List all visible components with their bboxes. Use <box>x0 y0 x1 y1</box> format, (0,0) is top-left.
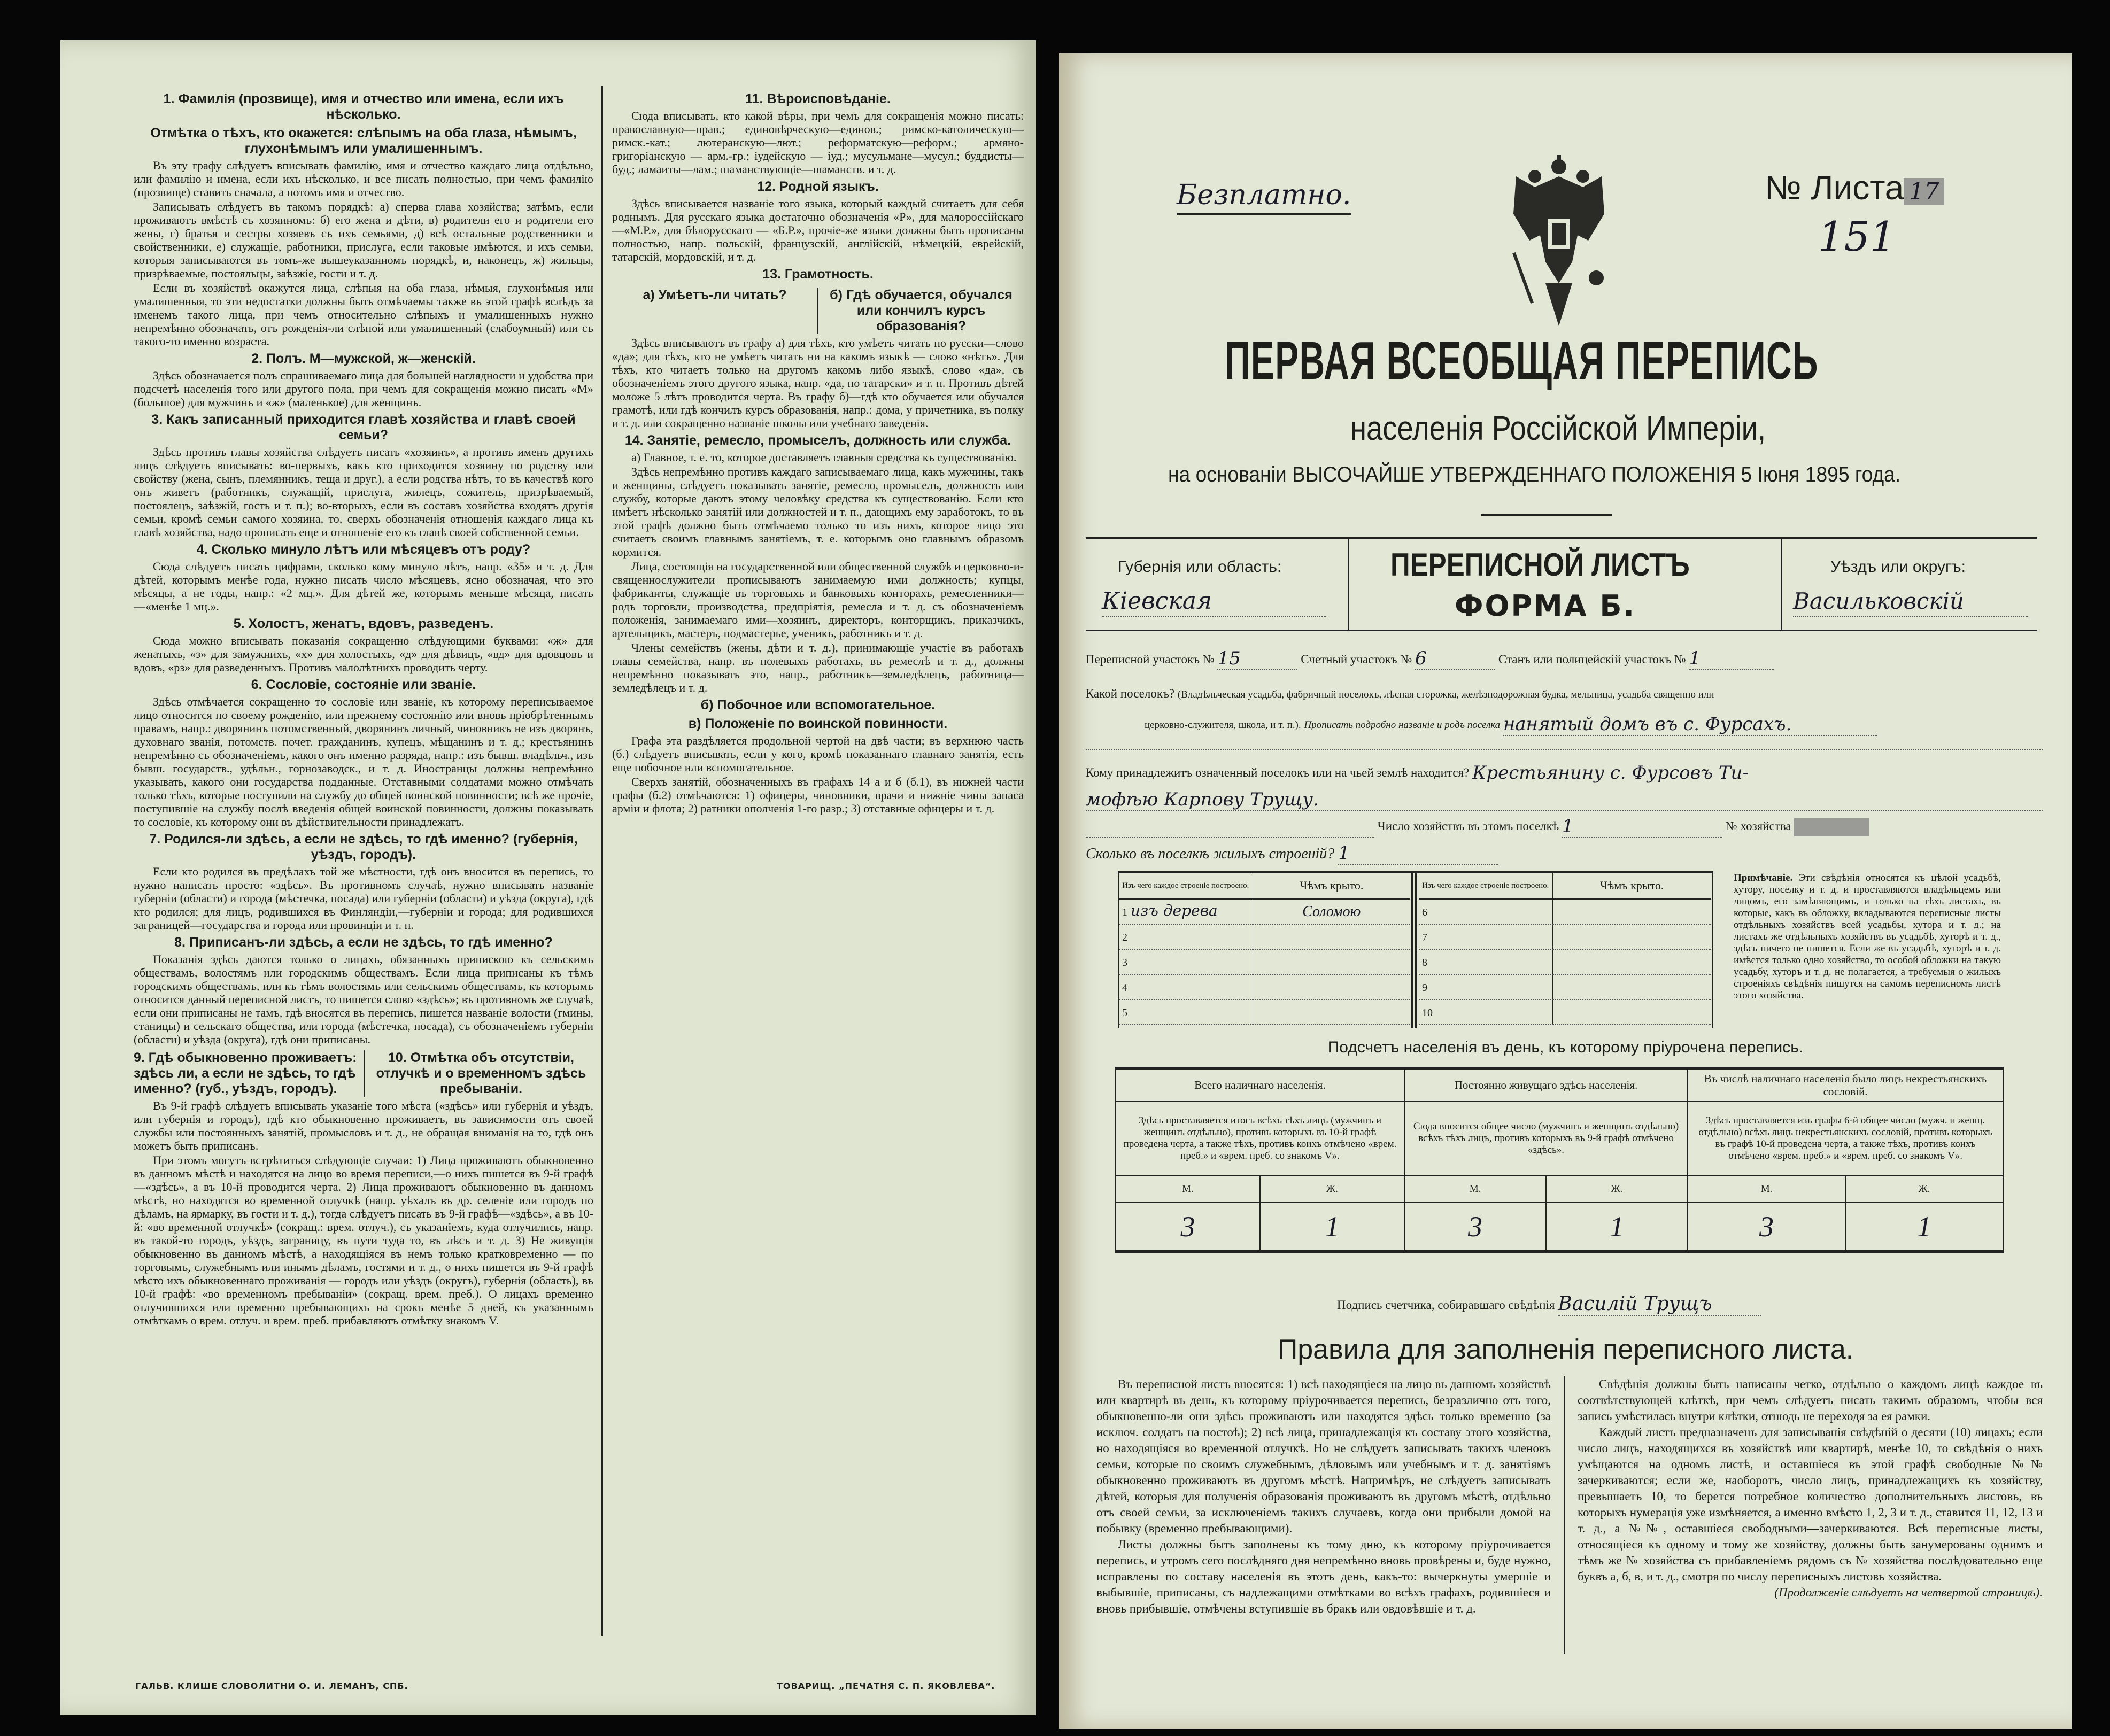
sheet-number <box>1765 168 1944 211</box>
female-label: Ж. <box>1845 1176 2003 1203</box>
material-cell[interactable] <box>1119 999 1253 1025</box>
buildings-subtable <box>1119 873 1410 1025</box>
header-roof: Чѣмъ крыто. <box>1253 873 1410 899</box>
section-paragraph: Здѣсь противъ главы хозяйства слѣдуетъ писать «хозяинъ», а противъ именъ другихъ лицъ слѣдуетъ вписывать: во-первыхъ, какъ кто приходится хозяину по родству или свойству (жена, сынъ, племянникъ, теща и друг.), а если родства нѣтъ, то въ качествѣ кого онъ живетъ (работникъ, служащій, прислуга, жилецъ, сожитель, призрѣваемый, постоялецъ, заѣзжій, гость и т. п.); во-вторыхъ, если въ составъ хозяйства входятъ другія семьи, кромѣ семьи самого хозяина, то, сверхъ обозначенія отношенія каждаго лица къ главѣ хозяйства, надо прописать еще и отношеніе его къ главѣ своей собственной семьи. <box>134 445 593 539</box>
basis-line: на основаніи ВЫСОЧАЙШЕ УТВЕРЖДЕННАГО ПОЛОЖЕНІЯ 5 Іюня 1895 года. <box>1168 463 1901 486</box>
count-district-value[interactable]: 6 <box>1415 648 1495 670</box>
gubernia-value[interactable]: Кіевская <box>1102 587 1326 617</box>
households-row <box>1086 816 2043 838</box>
rules-heading: Правила для заполненія переписного листа. <box>1277 1334 1854 1365</box>
literacy-subheadings <box>612 284 1024 336</box>
settlement-hint-2: церковно-служителя, школа, и т. п.). <box>1145 719 1301 731</box>
section-paragraph: Сюда вписывать, кто какой вѣры, при чемъ для сокращенія можно писать: православную—прав.; единовѣрческую—единов.; римско-католическую—римск.-кат.; лютеранскую—лют.; реформатскую—реформ.; армяно-григоріанскую — арм.-гр.; іудейскую — іуд.; мусульмане—мусул.; буддисты—буд.; ламаиты—лам.; шаманствующіе—шаманств. и т. д. <box>612 109 1024 176</box>
blank-line <box>1086 748 2043 750</box>
form-subtitle: ФОРМА Б. <box>1455 589 1636 623</box>
section-heading: 11. Вѣроисповѣданіе. <box>745 91 891 106</box>
header-material: Изъ чего каждое строеніе построено. <box>1419 873 1552 899</box>
divider <box>1481 514 1612 516</box>
female-count[interactable]: 1 <box>1546 1203 1688 1252</box>
female-count[interactable]: 1 <box>1260 1203 1404 1252</box>
section-paragraph: Въ 9-й графѣ слѣдуетъ вписывать указаніе того мѣста («здѣсь» или губернія и уѣздъ, или губернія и городъ), гдѣ кто обыкновенно проживаетъ, въ зависимости отъ своей службы или постоянныхъ занятій, промысловъ и т. д., не обращая вниманія на то, гдѣ онъ можетъ быть приписанъ. <box>134 1099 593 1152</box>
settlement-value[interactable]: нанятый домъ въ с. Фурсахъ. <box>1503 714 1877 736</box>
population-column-header: Постоянно живущаго здѣсь населенія. <box>1404 1068 1688 1102</box>
section-heading: 9. Гдѣ обыкновенно проживаетъ: здѣсь ли, а если не здѣсь, то гдѣ именно? (губ., уѣздъ, городъ). <box>134 1050 357 1096</box>
material-cell[interactable] <box>1119 949 1253 974</box>
section-paragraph: Если кто родился въ предѣлахъ той же мѣстности, гдѣ онъ вносится въ перепись, то нужно написать просто: «здѣсь». Въ противномъ случаѣ, нужно вписывать названіе губерніи (области) и города (мѣстечка, посада) или губерніи (области) и уѣзда (округа), гдѣ кто родился; для лицъ, родившихся въ Финляндіи,—губерніи и города; для родившихся заграницей—государства и города или провинціи и т. п. <box>134 865 593 932</box>
table-row <box>1419 949 1711 974</box>
count-district-label: Счетный участокъ № <box>1301 653 1412 666</box>
material-cell[interactable] <box>1419 899 1552 925</box>
material-cell[interactable] <box>1419 974 1552 999</box>
rules-left-column <box>1096 1376 1551 1617</box>
left-page-instructions <box>60 40 1036 1715</box>
material-cell[interactable] <box>1119 899 1253 925</box>
row-number: 4 <box>1122 982 1127 994</box>
buildings-row <box>1086 842 1498 865</box>
settlement-row <box>1086 683 2043 706</box>
section-heading: 13. Грамотность. <box>762 267 874 282</box>
page-title: ПЕРВАЯ ВСЕОБЩАЯ ПЕРЕПИСЬ <box>1225 331 1819 391</box>
male-label: М. <box>1116 1176 1260 1203</box>
district-fields-row <box>1086 648 1774 670</box>
roof-cell[interactable] <box>1552 899 1711 925</box>
settlement-row-2 <box>1145 714 2043 736</box>
stan-value[interactable]: 1 <box>1689 648 1774 670</box>
row-number: 3 <box>1122 957 1127 968</box>
male-count[interactable]: 3 <box>1688 1203 1845 1252</box>
table-row <box>1119 899 1410 925</box>
column-divider <box>601 86 603 1636</box>
row-number: 8 <box>1422 957 1427 968</box>
buildings-table <box>1118 871 1713 1028</box>
roof-cell[interactable] <box>1253 924 1410 949</box>
population-column-description: Здѣсь проставляется изъ графы 6-й общее число (мужч. и женщ. отдѣльно) всѣхъ лицъ некрестьянскихъ сословій, противъ которыхъ въ графѣ 10-й проведена черта, а также тѣхъ, противъ коихъ отмѣчено «врем. преб.» и «врем. преб. со знакомъ V». <box>1688 1101 2003 1176</box>
population-column-description: Здѣсь проставляется итогъ всѣхъ тѣхъ лицъ (мужчинъ и женщинъ отдѣльно), противъ которыхъ въ 10-й графѣ проведена черта, а также тѣхъ, противъ коихъ отмѣчено «врем. преб.» и «врем. преб. со знакомъ V». <box>1116 1101 1404 1176</box>
roof-cell[interactable] <box>1552 999 1711 1025</box>
note-text: Эти свѣдѣнія относятся къ цѣлой усадьбѣ, хутору, поселку и т. д. и проставляются владѣльцемъ или лицомъ, его замѣняющимъ, и только на тѣхъ листахъ, въ которые, какъ въ обложку, вкладываются переписные листы отдѣльныхъ хозяйствъ всей усадьбы, хутора и т. д.; на листахъ же отдѣльныхъ хозяйствъ въ усадьбѣ, хуторѣ и т. д., здѣсь ничего не пишется. Если же въ усадьбѣ, хуторѣ и т. д. имѣется только одно хозяйство, то особой обложки на такую усадьбу, хуторъ и т. д. не полагается, а требуемыя о жилыхъ строеніяхъ свѣдѣнія пишутся на самомъ переписномъ листѣ этого хозяйства. <box>1734 872 2001 1001</box>
section-heading: Отмѣтка о тѣхъ, кто окажется: слѣпымъ на оба глаза, нѣмымъ, глухонѣмымъ или умалишеннымъ. <box>150 126 577 156</box>
section-paragraph: Показанія здѣсь даются только о лицахъ, обязанныхъ припискою къ сельскимъ обществамъ, волостямъ или городскимъ обществамъ. Если лица приписаны къ тѣмъ городскимъ обществамъ, или къ тѣмъ волостямъ или сельскимъ обществамъ, къ которымъ относится данный переписной листъ, то пишется слово «здѣсь»; въ противномъ же случаѣ, если они приписаны не тамъ, гдѣ вносятся въ перепись, пишется названіе волости (гмины, станицы) и сельскаго общества, или города (мѣстечка, посада), съ обозначеніемъ губерніи (области) и уѣзда (округа), гдѣ они приписаны. <box>134 952 593 1046</box>
section-heading: 5. Холостъ, женатъ, вдовъ, разведенъ. <box>233 616 494 631</box>
material-cell[interactable] <box>1419 949 1552 974</box>
note-title: Примѣчаніе. <box>1734 872 1793 883</box>
section-paragraph: Здѣсь обозначается полъ спрашиваемаго лица для большей наглядности и удобства при подсчетѣ населенія того или другого пола, при чемъ для сокращенія можно писать «М» (большое) для мужчинъ и «ж» (маленькое) для женщинъ. <box>134 369 593 409</box>
section-heading: 10. Отмѣтка объ отсутствіи, отлучкѣ и о временномъ здѣсь пребываніи. <box>364 1050 593 1097</box>
female-count[interactable]: 1 <box>1845 1203 2003 1252</box>
form-header-band <box>1086 537 2037 631</box>
census-district-label: Переписной участокъ № <box>1086 653 1215 666</box>
buildings-table-left <box>1119 873 1410 1025</box>
buildings-value[interactable]: 1 <box>1338 842 1498 865</box>
settlement-hint-3: Прописать подробно названіе и родъ поселка <box>1304 719 1501 731</box>
sheet-number-handwritten: 151 <box>1818 213 1896 260</box>
row-number: 7 <box>1422 932 1427 943</box>
section-paragraph: Члены семействъ (жены, дѣти и т. д.), принимающіе участіе въ работахъ главы семейства, напр. въ полевыхъ работахъ, въ ремеслѣ и т. д., должны непремѣнно показывать это, напр., работникъ—земледѣлецъ, работница—земледѣлецъ и т. д. <box>612 641 1024 694</box>
gubernia-box <box>1086 539 1349 630</box>
signature-label: Подпись счетчика, собиравшаго свѣдѣнія <box>1337 1298 1555 1312</box>
section-heading: 6. Сословіе, состояніе или званіе. <box>251 677 476 692</box>
material-cell[interactable] <box>1119 974 1253 999</box>
rules-right-column <box>1578 1376 2043 1601</box>
population-column-description: Сюда вносится общее число (мужчинъ и женщинъ отдѣльно) всѣхъ тѣхъ лицъ, противъ которыхъ въ 9-й графѣ отмѣчено «здѣсь». <box>1404 1101 1688 1176</box>
literacy-b-heading: б) Гдѣ обучается, обучался или кончилъ курсъ образованія? <box>817 288 1024 334</box>
row-number: 1 <box>1122 906 1127 918</box>
buildings-label: Сколько въ поселкѣ жилыхъ строеній? <box>1086 846 1335 862</box>
section-paragraph: При этомъ могутъ встрѣтиться слѣдующіе случаи: 1) Лица проживаютъ обыкновенно въ данномъ мѣстѣ и находятся на лицо во время переписи,—о нихъ пишется въ 9-й графѣ—«здѣсь», а въ 10-й проводится черта. 2) Лица проживаютъ обыкновенно въ данномъ мѣстѣ, но находятся во временной отлучкѣ (напр. уѣхалъ въ др. селеніе или городъ по дѣламъ, на ярмарку, въ гости и т. д.), тогда слѣдуетъ писать въ 9-й графѣ—«здѣсь», а въ 10-й: «во временной отлучкѣ» (сокращ.: врем. отлуч.), съ указаніемъ, куда отлучились, напр. въ такой-то городъ, уѣздъ, заграницу, въ пути туда то, въ лѣсъ и т. д. 3) Не живущія обыкновенно въ данномъ мѣстѣ, а находящіяся въ немъ только кратковременно — по торговымъ, служебнымъ или инымъ дѣламъ, гостями и т. д., о нихъ пишется въ 9-й графѣ мѣсто ихъ обыкновеннаго проживанія — городъ или уѣздъ (округъ), губернія (область), въ 10-й графѣ: «во временномъ пребываніи» (сокращ. врем. преб.). О лицахъ временно отлучившихся или временно пребывающихъ на срокъ менѣе 5 дней, къ указаннымъ отмѣткамъ о врем. отлуч. и врем. преб. прибавляютъ отмѣтку знакомъ V. <box>134 1153 593 1327</box>
form-title: ПЕРЕПИСНОЙ ЛИСТЪ <box>1390 547 1690 583</box>
continued-note: (Продолженіе слѣдуетъ на четвертой страницѣ). <box>1774 1586 2043 1599</box>
uezd-value[interactable]: Васильковскій <box>1793 587 2028 617</box>
material-cell[interactable] <box>1419 924 1552 949</box>
table-row <box>1419 999 1711 1025</box>
rules-paragraph: Листы должны быть заполнены къ тому дню, къ которому пріурочивается перепись, и утромъ сего послѣдняго дня непремѣнно вновь провѣрены и, буде нужно, исправлены по составу населенія въ этотъ день, какъ-то: вычеркнуты умершіе и выбывшіе, приписаны, съ надлежащими отмѣтками во всѣхъ графахъ, родившіеся и вновь прибывшіе, отмѣчены вступившіе въ бракъ или овдовѣвшіе и т. д. <box>1096 1538 1551 1615</box>
section-heading: 14. Занятіе, ремесло, промыселъ, должность или служба. <box>624 433 1011 448</box>
row-number: 2 <box>1122 932 1127 943</box>
note <box>1734 872 2001 1002</box>
imprint-right: ТОВАРИЩ. „ПЕЧАТНЯ С. П. ЯКОВЛЕВА“. <box>777 1681 995 1691</box>
stan-label: Станъ или полицейскій участокъ № <box>1498 653 1686 666</box>
section-heading: 3. Какъ записанный приходится главѣ хозяйства и главѣ своей семьи? <box>151 412 576 443</box>
owner-row <box>1086 762 2043 784</box>
owner-value-1[interactable]: Крестьянину с. Фурсовъ Ти- <box>1472 762 1749 784</box>
table-divider <box>1411 873 1417 1028</box>
table-row <box>1419 899 1711 925</box>
population-column-header: Въ числѣ наличнаго населенія было лицъ некрестьянскихъ сословій. <box>1688 1068 2003 1102</box>
header-material: Изъ чего каждое строеніе построено. <box>1119 873 1253 899</box>
section-paragraph: а) Главное, т. е. то, которое доставляетъ главныя средства къ существованію. <box>631 451 1017 464</box>
male-count[interactable]: 3 <box>1116 1203 1260 1252</box>
gubernia-label: Губернія или область: <box>1118 558 1282 576</box>
section-heading: 4. Сколько минуло лѣтъ или мѣсяцевъ отъ роду? <box>196 542 531 557</box>
material-cell[interactable] <box>1419 999 1552 1025</box>
table-row <box>1119 924 1410 949</box>
roof-cell[interactable] <box>1552 924 1711 949</box>
owner-label: Кому принадлежитъ означенный поселокъ или на чьей землѣ находится? <box>1086 766 1470 779</box>
owner-value-2[interactable]: мофѣю Карпову Трущу. <box>1086 789 2043 811</box>
section-heading: 1. Фамилія (прозвище), имя и отчество или имена, если ихъ нѣсколько. <box>163 91 564 122</box>
double-headed-eagle-icon <box>1508 155 1610 331</box>
section-heading: б) Побочное или вспомогательное. <box>700 698 936 712</box>
sheet-number-value: 17 <box>1904 178 1944 205</box>
material-cell[interactable] <box>1119 924 1253 949</box>
table-row <box>1419 924 1711 949</box>
households-value[interactable]: 1 <box>1562 816 1722 838</box>
settlement-label: Какой поселокъ? <box>1086 687 1175 700</box>
instructions-column-a <box>134 88 593 1328</box>
table-row <box>1119 999 1410 1025</box>
right-page-census-form <box>1059 53 2072 1729</box>
rules-paragraph: Въ переписной листъ вносятся: 1) всѣ находящіеся на лицо въ данномъ хозяйствѣ или квартирѣ въ день, къ которому пріурочивается перепись, безразлично отъ того, обыкновенно-ли они здѣсь проживаютъ или находятся здѣсь только временно (за исключ. солдатъ на постоѣ); 2) всѣ лица, принадлежащія къ составу этого хозяйства, но находящіяся во временной отлучкѣ. Но не слѣдуетъ записывать такихъ членовъ семьи, которые по своимъ служебнымъ, дѣловымъ или учебнымъ и т. д. занятіямъ обыкновенно проживаютъ въ другомъ мѣстѣ. Напримѣръ, не слѣдуетъ записывать дѣтей, которыя для полученія образованія проживаютъ въ другомъ мѣстѣ, отдѣльно отъ своей семьи, за исключеніемъ такихъ случаевъ, когда они прибыли домой на побывку (временно пребывающими). <box>1096 1377 1551 1535</box>
table-row <box>1119 974 1410 999</box>
free-label: Безплатно. <box>1177 179 1351 215</box>
section-heading: в) Положеніе по воинской повинности. <box>688 716 948 731</box>
instructions-column-b <box>612 88 1024 816</box>
section-paragraph: Здѣсь вписываютъ въ графу а) для тѣхъ, кто умѣетъ читать по русски—слово «да»; для тѣхъ, кто не умѣетъ читать ни на какомъ языкѣ — слово «нѣтъ». Для тѣхъ, кто читаетъ только на другомъ какомъ либо языкѣ, слово «да», съ обозначеніемъ этого другого языка, напр. «да, по татарски» и т. п. Противъ дѣтей моложе 5 лѣтъ проводится черта. Въ графу б)—гдѣ кто обучается или обучался грамотѣ, или гдѣ кончилъ курсъ образованія, напр.: дома, у причетника, въ полку и т. д. или сокращенно названіе школы или учебнаго заведенія. <box>612 336 1024 430</box>
section-paragraph: Записывать слѣдуетъ въ такомъ порядкѣ: а) сперва глава хозяйства; затѣмъ, если проживаютъ вмѣстѣ съ хозяиномъ: б) его жена и дѣти, в) родители его и родители его жены, г) братья и сестры хозяевъ съ ихъ семьями, д) всѣ остальные родственники и свойственники, е) служащіе, работники, прислуга, если таковые имѣются, и ихъ семьи, которыя записываются въ томъ-же вышеуказанномъ порядкѣ, и, наконецъ, ж) жильцы, призрѣваемые, постояльцы, заѣзжіе, гости и т. д. <box>134 200 593 280</box>
section-heading: 2. Полъ. М—мужской, ж—женскій. <box>251 351 476 366</box>
row-number: 6 <box>1422 906 1427 918</box>
population-table <box>1115 1067 2004 1253</box>
table-row <box>1119 949 1410 974</box>
census-district-value[interactable]: 15 <box>1217 648 1297 670</box>
signature-value[interactable]: Василій Трущъ <box>1558 1293 1761 1316</box>
imprint-left: ГАЛЬВ. КЛИШЕ СЛОВОЛИТНИ О. И. ЛЕМАНЪ, СПБ. <box>135 1681 408 1691</box>
rules-divider <box>1564 1376 1565 1654</box>
roof-cell[interactable]: Соломою <box>1253 899 1410 925</box>
male-label: М. <box>1688 1176 1845 1203</box>
male-label: М. <box>1404 1176 1546 1203</box>
section-paragraph: Здѣсь непремѣнно противъ каждаго записываемаго лица, какъ мужчины, такъ и женщины, слѣдуетъ показывать занятіе, ремесло, промыселъ, должность или службу, которые даютъ этому человѣку средства къ существованію. Если кто имѣетъ нѣсколько занятій или должностей и т. п., дающихъ ему заработокъ, то въ этой графѣ должно быть отмѣчаемо только то изъ нихъ, которое лицо это считаетъ своимъ главнымъ занятіемъ, т. е. которымъ оно главнымъ образомъ кормится. <box>612 465 1024 559</box>
buildings-subtable <box>1419 873 1711 1025</box>
section-paragraph: Лица, состоящія на государственной или общественной службѣ и церковно-и-священнослужители прописываютъ занимаемую ими должность; купцы, фабриканты, служащіе въ торговыхъ и банковыхъ конторахъ, ремесленники—родъ торговли, производства, предпріятія, ремесла и т. д. съ обозначеніемъ положенія, занимаемаго ими—хозяинъ, директоръ, конторщикъ, приказчикъ, артельщикъ, мастеръ, подмастерье, ученикъ, работникъ и т. д. <box>612 560 1024 640</box>
female-label: Ж. <box>1546 1176 1688 1203</box>
buildings-table-right <box>1419 873 1711 1025</box>
section-paragraph: Здѣсь вписывается названіе того языка, который каждый считаетъ для себя роднымъ. Для русскаго языка достаточно обозначенія «Р», для малороссійскаго—«М.Р.», для бѣлорусскаго — «Б.Р.», прочіе-же языки должны быть прописаны полностью, напр. польскій, французскій, англійскій, нѣмецкій, еврейскій, татарскій, мордовскій, и т. д. <box>612 197 1024 264</box>
uezd-label: Уѣздъ или округъ: <box>1830 558 1966 576</box>
section-heading: 7. Родился-ли здѣсь, а если не здѣсь, то гдѣ именно? (губернія, уѣздъ, городъ). <box>149 832 578 862</box>
settlement-hint-1: (Владѣльческая усадьба, фабричный поселокъ, лѣсная сторожка, желѣзнодорожная будка, мельница, усадьба священно или <box>1177 689 1714 700</box>
household-no-label: № хозяйства <box>1725 819 1791 833</box>
row-number: 10 <box>1422 1007 1433 1019</box>
header-roof: Чѣмъ крыто. <box>1552 873 1711 899</box>
material-value: изъ дерева <box>1131 902 1218 919</box>
table-row <box>1419 974 1711 999</box>
sheet-number-label: № Листа <box>1765 168 1904 207</box>
section-paragraph: Сверхъ занятій, обозначенныхъ въ графахъ 14 а и б (б.1), въ нижней части графы (б.2) отмѣчаются: 1) офицеры, чиновники, врачи и нижніе чины запаса арміи и флота; 2) ратники ополченія 1-го разр.; 3) отставные офицеры и т. д. <box>612 775 1024 815</box>
roof-cell[interactable] <box>1253 949 1410 974</box>
roof-cell[interactable] <box>1552 949 1711 974</box>
household-no-value-redacted <box>1794 818 1869 836</box>
households-label: Число хозяйствъ въ этомъ поселкѣ <box>1377 819 1559 833</box>
roof-cell[interactable] <box>1552 974 1711 999</box>
row-number: 9 <box>1422 982 1427 994</box>
rules-paragraph: Свѣдѣнія должны быть написаны четко, отдѣльно о каждомъ лицѣ каждое въ соотвѣтствующей клѣткѣ, при чемъ слѣдуетъ писать такимъ образомъ, чтобы вся запись умѣстилась внутри клѣтки, отнюдь не переходя за ея рамки. <box>1578 1377 2043 1423</box>
section-paragraph: Сюда можно вписывать показанія сокращенно слѣдующими буквами: «ж» для женатыхъ, «з» для замужнихъ, «х» для холостыхъ, «д» для дѣвицъ, «вд» для вдовцовъ и вдовъ, «рз» для разведенныхъ. Противъ малолѣтнихъ проводить черту. <box>134 634 593 674</box>
roof-cell[interactable] <box>1253 999 1410 1025</box>
literacy-a-heading: а) Умѣетъ-ли читать? <box>643 288 787 303</box>
female-label: Ж. <box>1260 1176 1404 1203</box>
section-paragraph: Графа эта раздѣляется продольной чертой на двѣ части; въ верхнюю часть (б.) слѣдуетъ вписывать, если у кого, кромѣ показаннаго главнаго занятія, есть еще побочное или вспомогательное. <box>612 734 1024 774</box>
sections-9-10-headings <box>134 1047 593 1099</box>
rules-paragraph: Каждый листъ предназначенъ для записыванія свѣдѣній о десяти (10) лицахъ; если число лицъ, находящихся въ хозяйствѣ или квартирѣ, менѣе 10, то свѣдѣнія о нихъ умѣщаются на одномъ листѣ, и оставшіеся въ этой графѣ свободные №№ зачеркиваются; если же, наоборотъ, число лицъ, принадлежащихъ къ хозяйству, превышаетъ 10, то берется потребное количество дополнительныхъ листовъ, въ которыхъ нумерація уже измѣняется, а именно вмѣсто 1, 2, 3 и т. д., ставится 11, 12, 13 и т. д., а №№, оставшіеся свободными—зачеркиваются. Всѣ переписные листы, относящіеся къ одному и тому же хозяйству, должны быть занумерованы однимъ и тѣмъ же № хозяйства съ прибавленіемъ рядомъ съ № хозяйства послѣдовательно еще буквъ а, б, в, и т. д., смотря по числу переписныхъ листовъ хозяйства. <box>1578 1425 2043 1583</box>
roof-cell[interactable] <box>1253 974 1410 999</box>
section-paragraph: Если въ хозяйствѣ окажутся лица, слѣпыя на оба глаза, нѣмыя, глухонѣмыя или умалишенныя, то эти недостатки должны быть отмѣчаемы также въ этой графѣ вслѣдъ за именемъ такого лица, при чемъ относительно слѣпыхъ и умалишенныхъ нужно непремѣнно обозначать, отъ рожденія-ли слѣпой или умалишенный (слабоумный) или съ такого-то именно возраста. <box>134 281 593 348</box>
section-paragraph: Сюда слѣдуетъ писать цифрами, сколько кому минуло лѣтъ, напр. «35» и т. д. Для дѣтей, которымъ менѣе года, нужно писать число мѣсяцевъ, ясно обозначая, что это мѣсяцы, а не годы, напр.: «2 мц.». Для дѣтей же, которымъ меньше мѣсяца, писать—«менѣе 1 мц.». <box>134 560 593 613</box>
section-heading: 8. Приписанъ-ли здѣсь, а если не здѣсь, то гдѣ именно? <box>174 935 553 950</box>
population-column-header: Всего наличнаго населенія. <box>1116 1068 1404 1102</box>
page-subtitle: населенія Россійской Имперіи, <box>1350 409 1766 447</box>
section-heading: 12. Родной языкъ. <box>757 179 879 194</box>
row-number: 5 <box>1122 1007 1127 1019</box>
section-paragraph: Въ эту графу слѣдуетъ вписывать фамилію, имя и отчество каждаго лица отдѣльно, или фамилію и имена, если ихъ нѣсколько, и все писать полностью, при чемъ фамилію (прозвище) ставить сначала, а потомъ имя и отчество. <box>134 159 593 199</box>
section-paragraph: Здѣсь отмѣчается сокращенно то сословіе или званіе, къ которому переписываемое лицо относится по своему рожденію, или прежнему состоянію или вновь пріобрѣтеннымъ правамъ, напр.: дворянинъ потомственный, дворянинъ личный, чиновникъ не изъ дворянъ, духовнаго званія, потомств. почет. гражданинъ, купецъ, мѣщанинъ и т. д.; крестьянинъ непремѣнно съ обозначеніемъ, какого онъ именно разряда, напр.: изъ бывш. владѣльч., изъ бывш. государств., удѣльн., горнозаводск., и т. д. Иностранцы должны непремѣнно указывать, какого они государства подданные. Отставными солдатами можно отмѣчать только тѣхъ, которые поступили на службу до общей воинской повинности; всѣ же прочіе, поступившіе на службу послѣ введенія общей воинской повинности, должны показывать то сословіе, къ которому они въ дѣйствительности принадлежатъ. <box>134 695 593 828</box>
uezd-box <box>1781 539 2039 630</box>
population-heading: Подсчетъ населенія въ день, къ которому пріурочена перепись. <box>1327 1038 1804 1056</box>
male-count[interactable]: 3 <box>1404 1203 1546 1252</box>
signature-row <box>1337 1293 1761 1316</box>
